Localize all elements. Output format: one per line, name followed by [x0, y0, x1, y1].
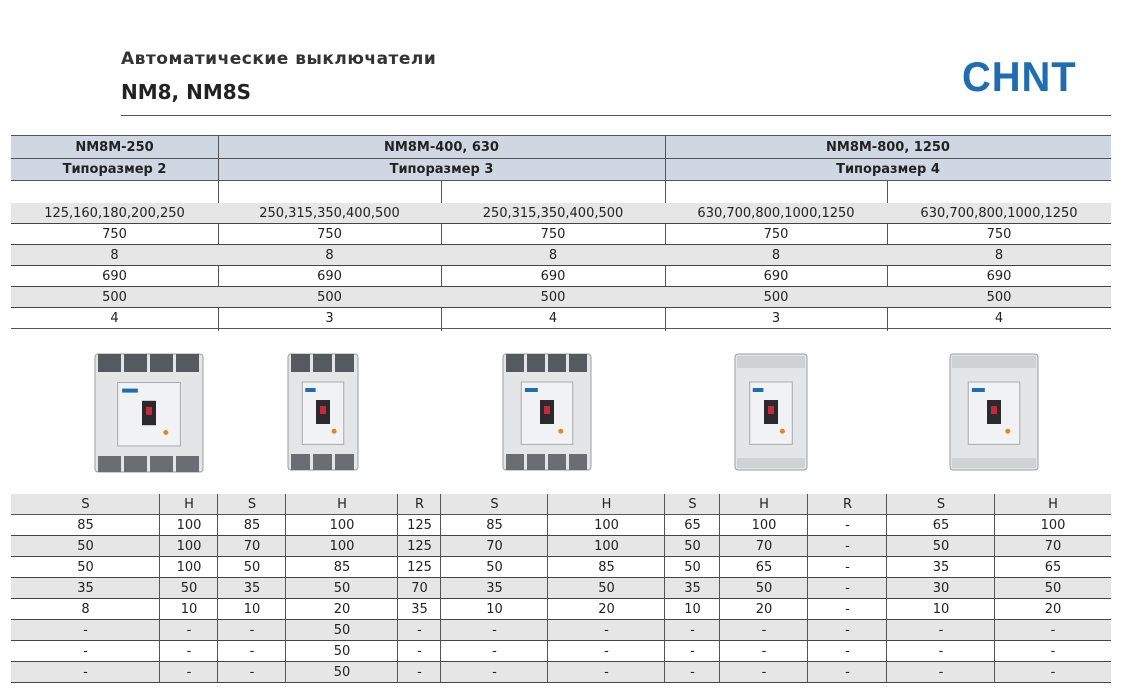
break-col-divider: [994, 494, 995, 683]
size-header-3: Типоразмер 3: [389, 162, 494, 177]
header-bottom-border: [11, 180, 1111, 181]
break-cell: -: [83, 623, 88, 638]
breaker-photo: [501, 352, 593, 472]
spec-cell: 690: [317, 269, 342, 284]
break-cell: 50: [333, 644, 351, 659]
break-cell: -: [1050, 644, 1056, 659]
spec-cell: 630,700,800,1000,1250: [920, 206, 1078, 221]
spec-cell: 690: [540, 269, 566, 284]
spec-cell: 3: [771, 311, 781, 326]
break-cell: -: [1050, 665, 1056, 680]
break-cell: 35: [77, 581, 94, 596]
break-cell: -: [938, 665, 944, 680]
break-cell: 100: [594, 518, 619, 533]
model-header-800-1250: NM8M-800, 1250: [826, 139, 950, 155]
break-cell: 85: [333, 560, 351, 575]
break-cell: -: [761, 665, 767, 680]
break-row: [11, 599, 1111, 620]
break-cell: 20: [598, 602, 615, 617]
title-divider: [121, 115, 1111, 116]
break-cell: -: [417, 644, 422, 659]
spec-cell: 3: [325, 311, 334, 326]
version-header-cell: R: [414, 497, 425, 512]
break-cell: 50: [77, 560, 94, 575]
spec-cell: 4: [548, 311, 558, 326]
spec-cell: 8: [994, 248, 1004, 263]
break-cell: 35: [411, 602, 428, 617]
version-header-cell: H: [1048, 497, 1058, 512]
break-row: [11, 515, 1111, 536]
model-header-400-630: NM8M-400, 630: [384, 139, 499, 155]
break-cell: 65: [1044, 560, 1062, 575]
break-cell: 8: [81, 602, 90, 617]
version-header-cell: S: [81, 497, 90, 512]
break-row-divider: [11, 682, 1111, 683]
page-subtitle: Автоматические выключатели: [121, 49, 437, 69]
break-cell: 50: [77, 539, 94, 554]
break-cell: 100: [594, 539, 619, 554]
break-cell: 100: [176, 539, 202, 554]
spec-cell: 500: [317, 290, 342, 305]
break-row: [11, 557, 1111, 578]
break-cell: -: [845, 518, 850, 533]
break-cell: 125: [407, 560, 432, 575]
break-cell: -: [604, 665, 609, 680]
break-row: [11, 641, 1111, 662]
break-cell: 50: [684, 560, 701, 575]
break-cell: 70: [1044, 539, 1062, 554]
spec-row: [11, 224, 1111, 245]
break-cell: 70: [243, 539, 261, 554]
spec-cell: 500: [763, 290, 789, 305]
break-cell: -: [83, 665, 88, 680]
break-cell: 70: [411, 581, 428, 596]
break-cell: -: [845, 539, 850, 554]
table-top-border: [11, 135, 1111, 136]
break-cell: 30: [932, 581, 950, 596]
size-header-2: Типоразмер 2: [62, 162, 167, 177]
break-col-divider: [547, 494, 548, 683]
break-col-divider: [886, 494, 887, 683]
break-cell: 50: [333, 665, 351, 680]
break-cell: 65: [684, 518, 701, 533]
break-cell: -: [845, 665, 850, 680]
breaker-photo: [93, 352, 205, 474]
break-cell: -: [845, 581, 850, 596]
break-col-divider: [664, 494, 665, 683]
spec-cell: 250,315,350,400,500: [482, 206, 624, 221]
break-cell: 10: [932, 602, 950, 617]
spec-row-divider: [11, 286, 1111, 287]
version-header-cell: H: [184, 497, 194, 512]
size-header-row: [11, 159, 1111, 180]
brand-logo: CHNT: [962, 53, 1077, 100]
break-cell: 50: [180, 581, 198, 596]
model-header-row: [11, 136, 1111, 158]
break-cell: -: [1050, 623, 1056, 638]
breaker-photo: [286, 352, 360, 472]
break-cell: 50: [1044, 581, 1062, 596]
break-cell: 50: [243, 560, 261, 575]
break-cell: -: [761, 623, 767, 638]
break-cell: 100: [329, 518, 355, 533]
spec-row: [11, 308, 1111, 329]
break-cell: 50: [755, 581, 773, 596]
break-cell: 100: [176, 518, 202, 533]
version-header-row: [11, 494, 1111, 515]
break-cell: -: [845, 623, 850, 638]
break-row: [11, 662, 1111, 683]
break-cell: 10: [243, 602, 261, 617]
break-cell: 85: [598, 560, 615, 575]
spec-cell: 750: [540, 227, 566, 242]
version-header-cell: R: [842, 497, 853, 512]
break-cell: -: [845, 560, 850, 575]
break-cell: 85: [243, 518, 261, 533]
spec-row-divider: [11, 223, 1111, 224]
spec-row: [11, 266, 1111, 287]
break-col-divider: [719, 494, 720, 683]
spec-cell: 690: [102, 269, 127, 284]
break-cell: 35: [486, 581, 503, 596]
break-col-divider: [807, 494, 808, 683]
spec-cell: 750: [986, 227, 1012, 242]
version-header-cell: S: [490, 497, 499, 512]
break-cell: 125: [407, 518, 432, 533]
break-col-divider: [159, 494, 160, 683]
break-row: [11, 620, 1111, 641]
break-cell: 20: [1044, 602, 1062, 617]
spec-cell: 750: [102, 227, 127, 242]
spec-cell: 250,315,350,400,500: [259, 206, 400, 221]
spec-cell: 8: [110, 248, 119, 263]
version-header-cell: S: [247, 497, 257, 512]
break-row: [11, 536, 1111, 557]
break-cell: 125: [407, 539, 432, 554]
page-title: NM8, NM8S: [121, 80, 252, 104]
break-cell: -: [761, 644, 767, 659]
break-cell: 100: [1040, 518, 1066, 533]
break-cell: 50: [333, 623, 351, 638]
spec-cell: 8: [325, 248, 334, 263]
break-cell: 85: [77, 518, 94, 533]
break-cell: -: [492, 665, 497, 680]
break-cell: -: [690, 644, 695, 659]
break-cell: 10: [486, 602, 503, 617]
break-col-divider: [217, 494, 218, 683]
spec-row-divider: [11, 307, 1111, 308]
break-cell: -: [186, 665, 192, 680]
break-col-divider: [440, 494, 441, 683]
break-row: [11, 578, 1111, 599]
spec-cell: 690: [986, 269, 1012, 284]
breaker-photo: [733, 352, 809, 472]
spec-row: [11, 245, 1111, 266]
spec-cell: 500: [102, 290, 127, 305]
break-cell: 50: [932, 539, 950, 554]
break-cell: -: [186, 644, 192, 659]
break-cell: -: [845, 602, 850, 617]
break-cell: -: [690, 623, 695, 638]
break-col-divider: [285, 494, 286, 683]
spec-row-divider: [11, 265, 1111, 266]
break-cell: -: [604, 623, 609, 638]
break-col-divider: [397, 494, 398, 683]
break-cell: 10: [180, 602, 198, 617]
version-header-cell: S: [688, 497, 697, 512]
break-cell: -: [249, 623, 255, 638]
break-cell: 70: [486, 539, 503, 554]
break-cell: -: [845, 644, 850, 659]
break-cell: 50: [486, 560, 503, 575]
break-cell: -: [938, 644, 944, 659]
spec-cell: 750: [763, 227, 789, 242]
break-cell: 85: [486, 518, 503, 533]
break-cell: 35: [684, 581, 701, 596]
spec-row: [11, 203, 1111, 224]
break-cell: -: [492, 623, 497, 638]
size-header-4: Типоразмер 4: [836, 162, 940, 177]
break-cell: 20: [333, 602, 351, 617]
break-cell: -: [417, 665, 422, 680]
break-cell: -: [83, 644, 88, 659]
break-cell: 50: [333, 581, 351, 596]
spec-cell: 750: [317, 227, 342, 242]
break-cell: -: [938, 623, 944, 638]
break-cell: 20: [755, 602, 773, 617]
break-cell: -: [249, 665, 255, 680]
break-cell: 10: [684, 602, 701, 617]
spec-cell: 630,700,800,1000,1250: [697, 206, 855, 221]
model-header-250: NM8M-250: [75, 139, 154, 155]
header-divider: [11, 158, 1111, 159]
break-cell: 100: [176, 560, 202, 575]
spec-cell: 690: [763, 269, 789, 284]
version-header-cell: H: [337, 497, 347, 512]
spec-row: [11, 287, 1111, 308]
break-cell: -: [690, 665, 695, 680]
spec-bottom-border: [11, 328, 1111, 329]
version-header-cell: S: [936, 497, 946, 512]
break-cell: -: [417, 623, 422, 638]
spec-cell: 4: [994, 311, 1004, 326]
break-cell: 100: [329, 539, 355, 554]
break-cell: 65: [932, 518, 950, 533]
break-cell: -: [186, 623, 192, 638]
break-cell: 35: [932, 560, 950, 575]
version-header-cell: H: [759, 497, 769, 512]
spec-cell: 500: [540, 290, 566, 305]
break-cell: 50: [684, 539, 701, 554]
breaker-photo: [948, 352, 1040, 472]
break-cell: -: [492, 644, 497, 659]
spec-cell: 500: [986, 290, 1012, 305]
version-header-cell: H: [601, 497, 612, 512]
break-cell: 100: [751, 518, 777, 533]
spec-cell: 8: [548, 248, 558, 263]
spec-cell: 125,160,180,200,250: [44, 206, 185, 221]
break-cell: 35: [243, 581, 261, 596]
break-cell: 65: [755, 560, 773, 575]
spec-cell: 8: [771, 248, 781, 263]
break-cell: -: [249, 644, 255, 659]
spec-row-divider: [11, 244, 1111, 245]
break-cell: 50: [598, 581, 615, 596]
break-cell: -: [604, 644, 609, 659]
break-cell: 70: [755, 539, 773, 554]
spec-cell: 4: [110, 311, 119, 326]
